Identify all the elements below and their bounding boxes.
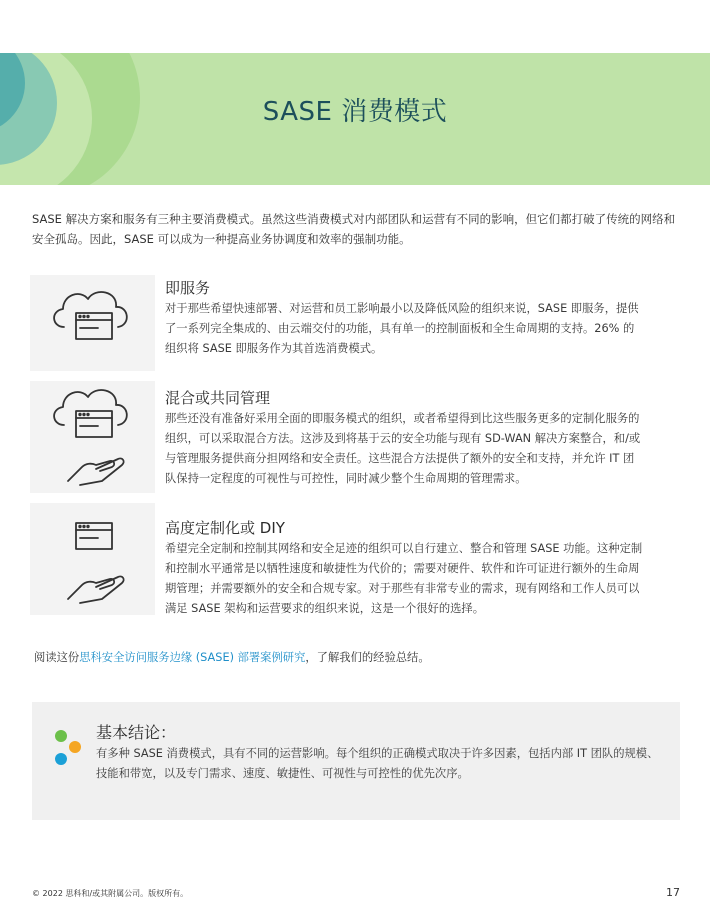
cloud-window-icon — [30, 275, 155, 371]
summary-body: 有多种 SASE 消费模式，具有不同的运营影响。每个组织的正确模式取决于许多因素，包括内部 IT 团队的规模、技能和带宽，以及专门需求、速度、敏捷性、可视性与可控性的优先次序。 — [96, 747, 659, 780]
section-title: 混合或共同管理 — [165, 389, 271, 407]
window-hand-icon — [30, 503, 155, 615]
copyright-text: © 2022 思科和/或其附属公司。版权所有。 — [32, 889, 189, 898]
section-title: 即服务 — [165, 279, 211, 297]
section-title: 高度定制化或 DIY — [165, 519, 285, 537]
summary-box — [32, 702, 680, 820]
orange-dot-icon — [69, 741, 81, 753]
page-title: SASE 消费模式 — [262, 97, 448, 127]
case-study-link[interactable]: 思科安全访问服务边缘 (SASE) 部署案例研究 — [79, 651, 306, 664]
section-body: 那些还没有准备好采用全面的即服务模式的组织，或者希望得到比这些服务更多的定制化服务的组织，可以采取混合方法。这涉及到将基于云的安全功能与现有 SD-WAN 解决方案整合，和/或与管理服务提供商分担网络和安全责任。这些混合方法提供了额外的安全和支持，并允许 IT 团队保持一定程度的可视性与可控性，同时减少整个生命周期的管理需求。 — [165, 412, 641, 485]
green-dot-icon — [55, 730, 67, 742]
blue-dot-icon — [55, 753, 67, 765]
cloud-window-hand-icon — [30, 381, 155, 493]
summary-title: 基本结论： — [96, 723, 177, 742]
header-banner — [0, 53, 710, 185]
page-number: 17 — [666, 886, 680, 899]
read-more-prefix: 阅读这份 — [34, 651, 80, 664]
section-body: 希望完全定制和控制其网络和安全足迹的组织可以自行建立、整合和管理 SASE 功能。这种定制和控制水平通常是以牺牲速度和敏捷性为代价的；需要对硬件、软件和许可证进行额外的生命周期管理；并需要额外的安全和合规专家。对于那些有非常专业的需求，现有网络和工作人员可以满足 SASE 架构和运营要求的组织来说，这是一个很好的选择。 — [165, 542, 643, 615]
read-more-suffix: ，了解我们的经验总结。 — [305, 651, 430, 664]
read-more-line — [34, 649, 430, 665]
section-body: 对于那些希望快速部署、对运营和员工影响最小以及降低风险的组织来说，SASE 即服务，提供了一系列完全集成的、由云端交付的功能，具有单一的控制面板和全生命周期的支持。26% 的组织将 SASE 即服务作为其首选消费模式。 — [165, 302, 639, 355]
intro-paragraph: SASE 解决方案和服务有三种主要消费模式。虽然这些消费模式对内部团队和运营有不同的影响，但它们都打破了传统的网络和安全孤岛。因此，SASE 可以成为一种提高业务协调度和效率的强制功能。 — [32, 212, 676, 246]
